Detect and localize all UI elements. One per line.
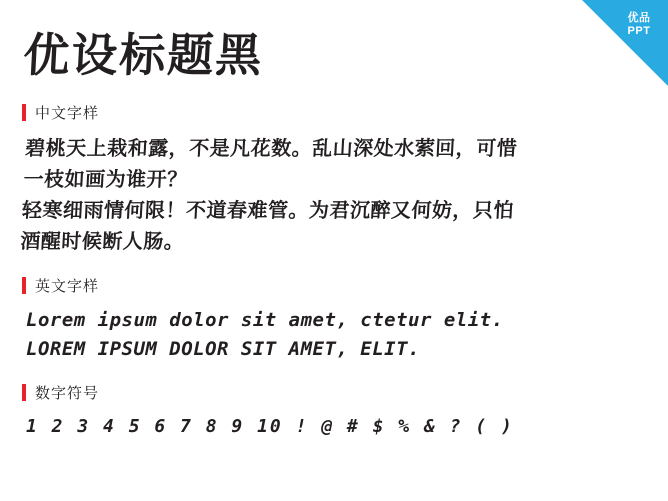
sample-chinese-line: 酒醒时候断人肠。 (19, 229, 185, 253)
sample-chinese (16, 133, 646, 257)
section-chinese (19, 102, 646, 257)
accent-bar-icon (22, 277, 26, 294)
sample-english (22, 306, 646, 364)
section-chinese-label: 中文字样 (35, 104, 100, 122)
sample-english-line: Lorem ipsum dolor sit amet, ctetur elit. (26, 309, 504, 331)
ribbon-label-line2: PPT (627, 25, 651, 37)
section-numerals (22, 382, 646, 441)
section-english-header (22, 275, 646, 296)
section-chinese-header (22, 102, 646, 123)
sample-numerals (22, 413, 646, 441)
sample-numerals-line: 1 2 3 4 5 6 7 8 9 10 ! @ # $ % & ? ( ) (26, 416, 514, 437)
sample-chinese-line: 碧桃天上栽和露，不是凡花数。乱山深处水萦回，可惜 (24, 136, 518, 160)
sample-chinese-line: 轻寒细雨情何限！不道春难管。为君沉醉又何妨，只怕 (21, 198, 515, 222)
sample-english-line: LOREM IPSUM DOLOR SIT AMET, ELIT. (26, 338, 420, 360)
accent-bar-icon (22, 384, 26, 401)
accent-bar-icon (22, 104, 26, 121)
section-english-label: 英文字样 (35, 277, 100, 295)
ribbon-label-line1: 优品 (627, 12, 651, 24)
section-numerals-header (22, 382, 646, 403)
sample-chinese-line: 一枝如画为谁开？ (22, 167, 189, 191)
page-title: 优设标题黑 (22, 28, 265, 82)
section-english (22, 275, 646, 364)
section-numerals-label: 数字符号 (35, 384, 100, 402)
